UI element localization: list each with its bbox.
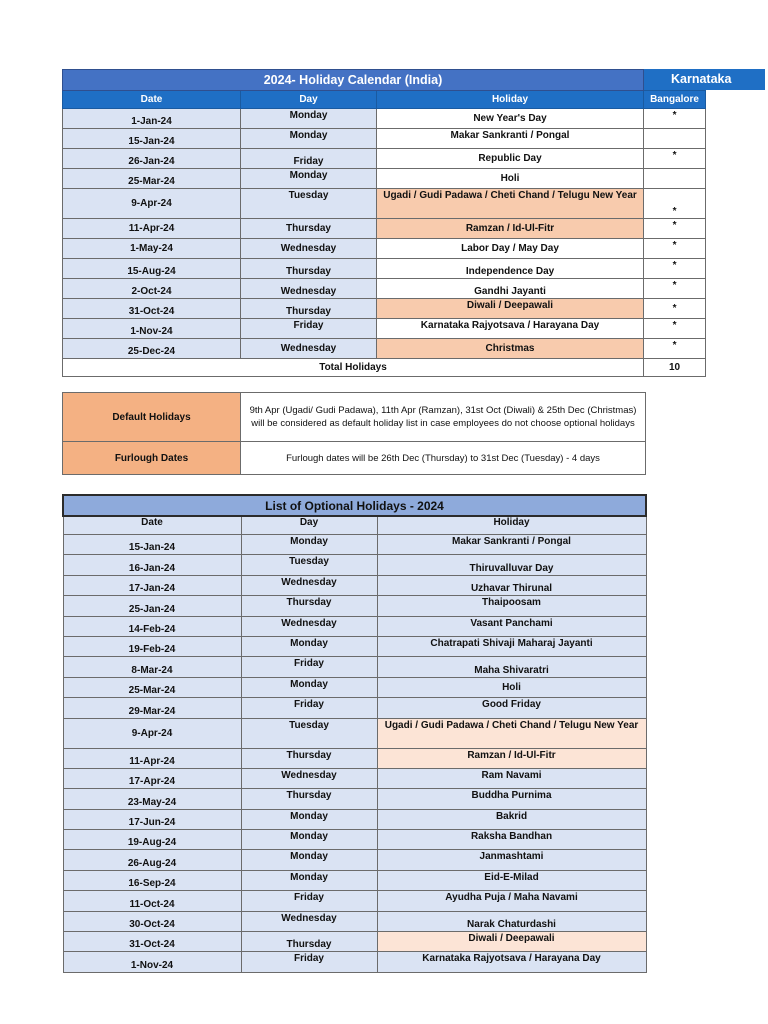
furlough-dates-label: Furlough Dates xyxy=(63,442,241,475)
table-row xyxy=(63,219,706,239)
table-row xyxy=(63,636,646,656)
date-cell: 15-Jan-24 xyxy=(63,129,241,149)
holiday-cell: New Year's Day xyxy=(377,109,644,129)
calendar-title: 2024- Holiday Calendar (India) xyxy=(63,70,644,91)
date-cell: 14-Feb-24 xyxy=(63,616,241,636)
bangalore-cell: * xyxy=(644,149,706,169)
day-cell: Wednesday xyxy=(241,339,377,359)
day-cell: Thursday xyxy=(241,299,377,319)
table-row xyxy=(63,789,646,809)
day-cell: Thursday xyxy=(241,748,377,768)
holiday-cell: Republic Day xyxy=(377,149,644,169)
date-cell: 25-Jan-24 xyxy=(63,596,241,616)
holiday-cell: Ramzan / Id-Ul-Fitr xyxy=(377,748,646,768)
date-cell: 17-Apr-24 xyxy=(63,768,241,788)
day-cell: Tuesday xyxy=(241,718,377,748)
day-cell: Wednesday xyxy=(241,616,377,636)
holiday-cell: Karnataka Rajyotsava / Harayana Day xyxy=(377,319,644,339)
furlough-dates-text: Furlough dates will be 26th Dec (Thursday) to 31st Dec (Tuesday) - 4 days xyxy=(241,442,646,475)
bangalore-cell: * xyxy=(644,109,706,129)
day-cell: Friday xyxy=(241,698,377,718)
table-row xyxy=(63,891,646,911)
bangalore-cell: * xyxy=(644,189,706,219)
date-cell: 9-Apr-24 xyxy=(63,189,241,219)
holiday-cell: Holi xyxy=(377,169,644,189)
date-cell: 29-Mar-24 xyxy=(63,698,241,718)
bangalore-cell: * xyxy=(644,219,706,239)
date-cell: 25-Mar-24 xyxy=(63,169,241,189)
date-cell: 1-Nov-24 xyxy=(63,952,241,972)
day-cell: Monday xyxy=(241,677,377,697)
date-cell: 30-Oct-24 xyxy=(63,911,241,931)
col-header-bangalore: Bangalore xyxy=(644,91,706,109)
holiday-cell: Makar Sankranti / Pongal xyxy=(377,129,644,149)
day-cell: Friday xyxy=(241,319,377,339)
holiday-cell: Narak Chaturdashi xyxy=(377,911,646,931)
table-row xyxy=(63,657,646,677)
day-cell: Tuesday xyxy=(241,555,377,575)
holiday-cell: Eid-E-Milad xyxy=(377,870,646,890)
date-cell: 8-Mar-24 xyxy=(63,657,241,677)
date-cell: 17-Jun-24 xyxy=(63,809,241,829)
date-cell: 25-Mar-24 xyxy=(63,677,241,697)
date-cell: 11-Oct-24 xyxy=(63,891,241,911)
day-cell: Wednesday xyxy=(241,768,377,788)
col-header-date: Date xyxy=(63,91,241,109)
date-cell: 11-Apr-24 xyxy=(63,219,241,239)
holiday-cell: Gandhi Jayanti xyxy=(377,279,644,299)
table-row xyxy=(63,339,706,359)
col-header-holiday: Holiday xyxy=(377,91,644,109)
holiday-calendar-table xyxy=(62,69,706,377)
date-cell: 15-Jan-24 xyxy=(63,535,241,555)
default-holidays-label: Default Holidays xyxy=(63,393,241,442)
holiday-cell: Ugadi / Gudi Padawa / Cheti Chand / Telugu New Year xyxy=(377,189,644,219)
table-row xyxy=(63,809,646,829)
bangalore-cell: * xyxy=(644,259,706,279)
table-row xyxy=(63,555,646,575)
date-cell: 19-Aug-24 xyxy=(63,830,241,850)
holiday-cell: Buddha Purnima xyxy=(377,789,646,809)
col-header-date: Date xyxy=(63,516,241,535)
holiday-cell: Chatrapati Shivaji Maharaj Jayanti xyxy=(377,636,646,656)
day-cell: Monday xyxy=(241,535,377,555)
col-header-day: Day xyxy=(241,91,377,109)
table-row xyxy=(63,575,646,595)
table-row xyxy=(63,535,646,555)
day-cell: Tuesday xyxy=(241,189,377,219)
table-row xyxy=(63,677,646,697)
holiday-cell: Ramzan / Id-Ul-Fitr xyxy=(377,219,644,239)
table-row xyxy=(63,109,706,129)
holiday-cell: Thaipoosam xyxy=(377,596,646,616)
date-cell: 17-Jan-24 xyxy=(63,575,241,595)
day-cell: Friday xyxy=(241,952,377,972)
day-cell: Wednesday xyxy=(241,575,377,595)
holiday-cell: Ram Navami xyxy=(377,768,646,788)
holiday-cell: Labor Day / May Day xyxy=(377,239,644,259)
table-row xyxy=(63,616,646,636)
bangalore-cell xyxy=(644,129,706,149)
day-cell: Thursday xyxy=(241,219,377,239)
date-cell: 1-Jan-24 xyxy=(63,109,241,129)
day-cell: Wednesday xyxy=(241,279,377,299)
state-banner-karnataka: Karnataka xyxy=(643,69,765,90)
total-holidays-label: Total Holidays xyxy=(63,359,644,377)
table-row xyxy=(63,129,706,149)
holiday-notes-table xyxy=(62,392,646,475)
bangalore-cell: * xyxy=(644,279,706,299)
bangalore-cell xyxy=(644,169,706,189)
date-cell: 2-Oct-24 xyxy=(63,279,241,299)
holiday-cell: Maha Shivaratri xyxy=(377,657,646,677)
table-row xyxy=(63,911,646,931)
holiday-cell: Independence Day xyxy=(377,259,644,279)
table-row xyxy=(63,169,706,189)
default-holidays-text: 9th Apr (Ugadi/ Gudi Padawa), 11th Apr (Ramzan), 31st Oct (Diwali) & 25th Dec (Christmas) will be considered as default holiday list in case employees do not choose optional holidays xyxy=(241,393,646,442)
table-row xyxy=(63,850,646,870)
holiday-cell: Janmashtami xyxy=(377,850,646,870)
date-cell: 19-Feb-24 xyxy=(63,636,241,656)
holiday-cell: Thiruvalluvar Day xyxy=(377,555,646,575)
col-header-day: Day xyxy=(241,516,377,535)
table-row xyxy=(63,830,646,850)
day-cell: Monday xyxy=(241,129,377,149)
holiday-cell: Karnataka Rajyotsava / Harayana Day xyxy=(377,952,646,972)
table-row xyxy=(63,932,646,952)
bangalore-cell: * xyxy=(644,339,706,359)
table-row xyxy=(63,189,706,219)
holiday-cell: Good Friday xyxy=(377,698,646,718)
table-row xyxy=(63,596,646,616)
bangalore-cell: * xyxy=(644,299,706,319)
date-cell: 23-May-24 xyxy=(63,789,241,809)
date-cell: 25-Dec-24 xyxy=(63,339,241,359)
day-cell: Friday xyxy=(241,657,377,677)
holiday-cell: Diwali / Deepawali xyxy=(377,932,646,952)
day-cell: Monday xyxy=(241,636,377,656)
holiday-cell: Diwali / Deepawali xyxy=(377,299,644,319)
holiday-cell: Raksha Bandhan xyxy=(377,830,646,850)
date-cell: 26-Jan-24 xyxy=(63,149,241,169)
day-cell: Friday xyxy=(241,891,377,911)
day-cell: Monday xyxy=(241,809,377,829)
holiday-cell: Christmas xyxy=(377,339,644,359)
day-cell: Monday xyxy=(241,830,377,850)
day-cell: Thursday xyxy=(241,259,377,279)
date-cell: 31-Oct-24 xyxy=(63,299,241,319)
date-cell: 9-Apr-24 xyxy=(63,718,241,748)
total-holidays-value: 10 xyxy=(644,359,706,377)
day-cell: Monday xyxy=(241,850,377,870)
day-cell: Monday xyxy=(241,169,377,189)
date-cell: 16-Jan-24 xyxy=(63,555,241,575)
date-cell: 31-Oct-24 xyxy=(63,932,241,952)
day-cell: Thursday xyxy=(241,789,377,809)
optional-holidays-table xyxy=(62,494,647,973)
day-cell: Monday xyxy=(241,870,377,890)
date-cell: 16-Sep-24 xyxy=(63,870,241,890)
table-row xyxy=(63,870,646,890)
holiday-cell: Bakrid xyxy=(377,809,646,829)
col-header-holiday: Holiday xyxy=(377,516,646,535)
table-row xyxy=(63,319,706,339)
table-row xyxy=(63,718,646,748)
day-cell: Friday xyxy=(241,149,377,169)
holiday-cell: Ugadi / Gudi Padawa / Cheti Chand / Telugu New Year xyxy=(377,718,646,748)
date-cell: 15-Aug-24 xyxy=(63,259,241,279)
day-cell: Wednesday xyxy=(241,239,377,259)
bangalore-cell: * xyxy=(644,319,706,339)
table-row xyxy=(63,768,646,788)
date-cell: 1-Nov-24 xyxy=(63,319,241,339)
table-row xyxy=(63,299,706,319)
table-row xyxy=(63,698,646,718)
date-cell: 26-Aug-24 xyxy=(63,850,241,870)
optional-holidays-title: List of Optional Holidays - 2024 xyxy=(63,495,646,516)
day-cell: Thursday xyxy=(241,932,377,952)
title-spacer xyxy=(644,70,706,91)
holiday-cell: Vasant Panchami xyxy=(377,616,646,636)
day-cell: Thursday xyxy=(241,596,377,616)
table-row xyxy=(63,259,706,279)
table-row xyxy=(63,149,706,169)
bangalore-cell: * xyxy=(644,239,706,259)
table-row xyxy=(63,239,706,259)
date-cell: 11-Apr-24 xyxy=(63,748,241,768)
holiday-cell: Makar Sankranti / Pongal xyxy=(377,535,646,555)
table-row xyxy=(63,952,646,972)
holiday-cell: Uzhavar Thirunal xyxy=(377,575,646,595)
holiday-cell: Ayudha Puja / Maha Navami xyxy=(377,891,646,911)
holiday-cell: Holi xyxy=(377,677,646,697)
day-cell: Monday xyxy=(241,109,377,129)
table-row xyxy=(63,748,646,768)
date-cell: 1-May-24 xyxy=(63,239,241,259)
day-cell: Wednesday xyxy=(241,911,377,931)
table-row xyxy=(63,279,706,299)
